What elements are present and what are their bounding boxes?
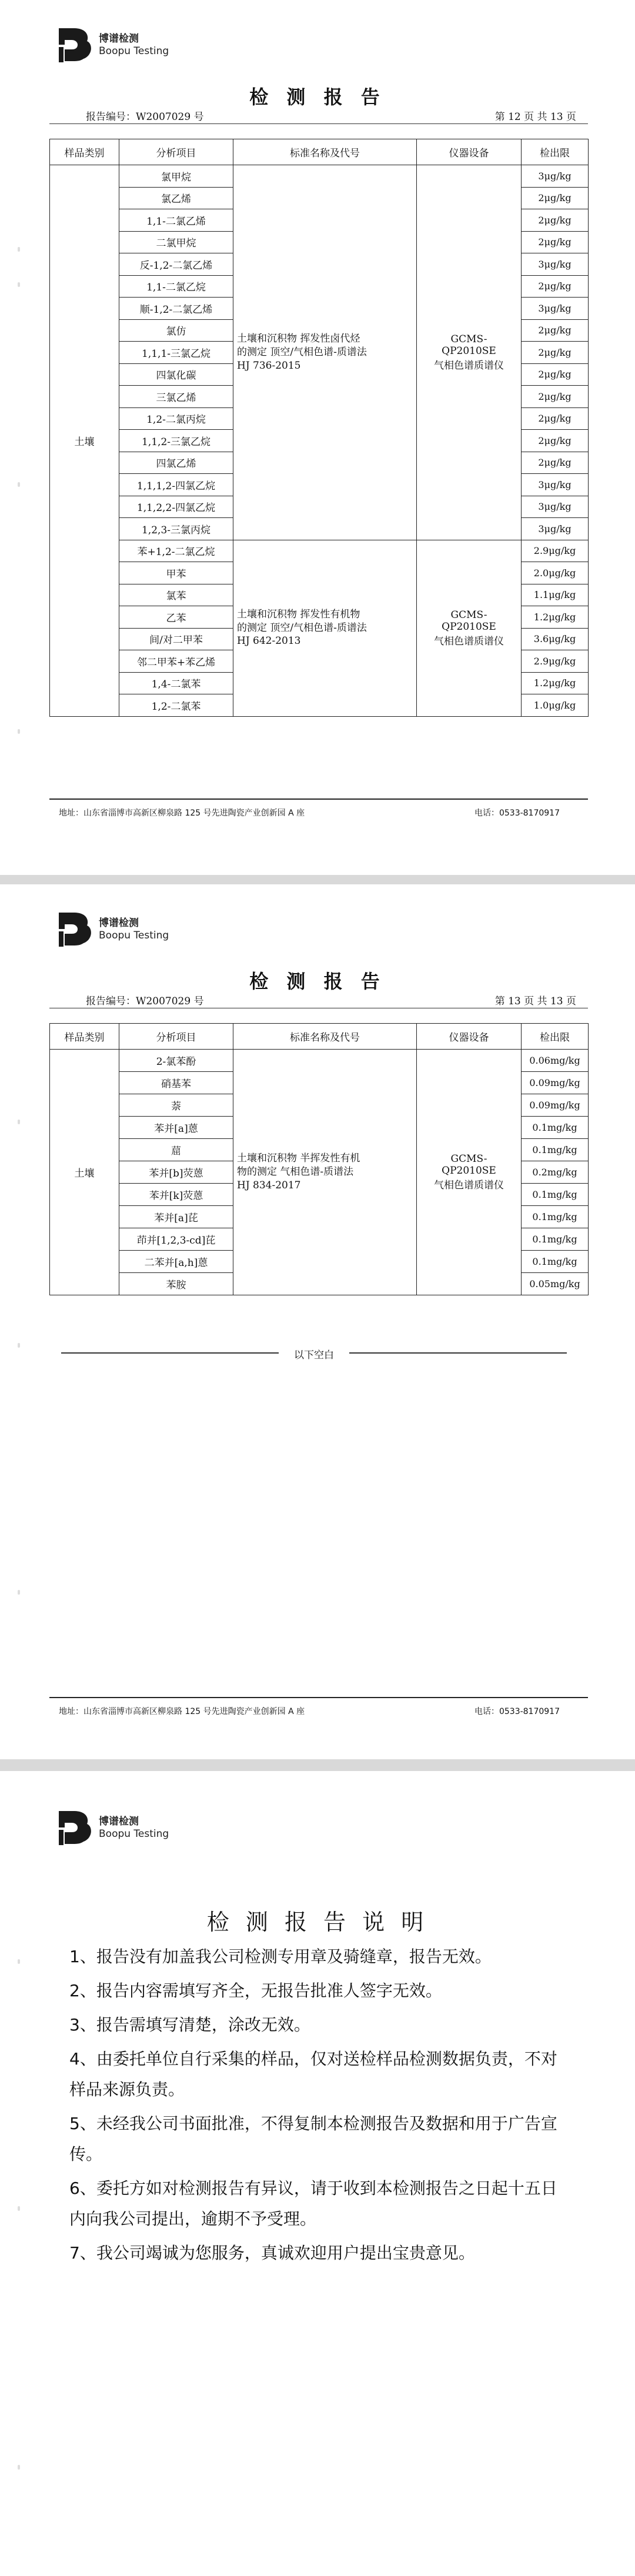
cell-line: 气相色谱质谱仪 [434,359,504,372]
results-table [49,1023,589,1295]
table-header-row [50,1024,589,1050]
detection-limit: 2μg/kg [522,407,589,430]
detection-limit: 2μg/kg [522,231,589,253]
boopu-logo-icon [56,910,93,949]
cell-line: 物的测定 气相色谱-质谱法 [237,1166,354,1178]
blank-below-marker [61,1347,567,1361]
page-indicator: 第 12 页 共 13 页 [494,111,576,123]
analysis-item: 1,1,1,2-四氯乙烷 [119,474,233,496]
standard-cell [233,540,417,716]
analysis-item: 苯并[a]蒽 [119,1117,233,1139]
analysis-item: 氯甲烷 [119,165,233,188]
detection-limit: 2μg/kg [522,275,589,298]
cell-line: 土壤和沉积物 挥发性卤代烃 [237,332,360,345]
report-no-label: 报告编号： [86,995,136,1007]
footer-address: 地址：山东省淄博市高新区柳泉路 125 号先进陶瓷产业创新园 A 座 [59,808,305,818]
header-standard: 标准名称及代号 [233,139,417,165]
header-standard: 标准名称及代号 [233,1024,417,1050]
detection-limit: 2.9μg/kg [522,540,589,562]
cell-line: 气相色谱质谱仪 [434,1180,504,1191]
cell-line: HJ 736-2015 [237,359,301,372]
analysis-item: 二氯甲烷 [119,231,233,253]
cell-line: GCMS- [450,1153,487,1165]
report-notes-page [0,1771,635,2576]
footer-phone: 电话：0533-8170917 [474,808,560,818]
table-row [50,165,589,188]
brand-name-cn: 博谱检测 [99,917,139,929]
instrument-cell [417,540,522,716]
cell-line: QP2010SE [442,620,496,633]
header-limit: 检出限 [522,139,589,165]
analysis-item: 反-1,2-二氯乙烯 [119,253,233,276]
detection-limit: 1.2μg/kg [522,606,589,629]
analysis-item: 茚并[1,2,3-cd]芘 [119,1228,233,1251]
analysis-item: 苯并[k]荧蒽 [119,1184,233,1206]
note-item: 4、由委托单位自行采集的样品，仅对送检样品检测数据负责，不对样品来源负责。 [69,2049,557,2099]
brand-name-cn: 博谱检测 [99,1815,139,1827]
header-limit: 检出限 [522,1024,589,1050]
detection-limit: 2μg/kg [522,209,589,232]
detection-limit: 3μg/kg [522,518,589,540]
analysis-item: 苯胺 [119,1273,233,1295]
detection-limit: 2.0μg/kg [522,562,589,584]
notes-title: 检 测 报 告 说 明 [206,1909,429,1935]
analysis-item: 邻二甲苯+苯乙烯 [119,650,233,673]
note-item: 2、报告内容需填写齐全，无报告批准人签字无效。 [69,1981,442,2000]
analysis-item: 顺-1,2-二氯乙烯 [119,298,233,320]
sample-category: 土壤 [50,165,119,717]
detection-limit: 1.0μg/kg [522,694,589,717]
brand-logo [56,26,169,65]
detection-limit: 2μg/kg [522,187,589,209]
table-header-row [50,139,589,165]
footer-divider [49,1697,588,1698]
cell-line: 气相色谱质谱仪 [434,635,504,647]
analysis-item: 苯+1,2-二氯乙烷 [119,540,233,562]
analysis-item: 苯并[b]荧蒽 [119,1161,233,1184]
note-item: 5、未经我公司书面批准，不得复制本检测报告及数据和用于广告宣传。 [69,2114,557,2164]
header-sample-type: 样品类别 [50,1024,119,1050]
page-title: 检 测 报 告 [249,86,386,108]
boopu-logo-icon [56,1809,93,1847]
detection-limit: 0.1mg/kg [522,1117,589,1139]
results-table [49,139,589,717]
report-page-12 [0,0,635,875]
page-indicator: 第 13 页 共 13 页 [494,995,576,1007]
brand-name-en: Boopu Testing [99,45,169,57]
detection-limit: 0.1mg/kg [522,1139,589,1161]
blank-below-text: 以下空白 [294,1349,334,1361]
detection-limit: 0.1mg/kg [522,1184,589,1206]
analysis-item: 1,1,2,2-四氯乙烷 [119,496,233,518]
analysis-item: 硝基苯 [119,1072,233,1094]
footer-divider [49,798,588,800]
detection-limit: 3μg/kg [522,496,589,518]
analysis-item: 三氯乙烯 [119,386,233,408]
brand-logo [56,1809,169,1847]
analysis-item: 间/对二甲苯 [119,628,233,650]
table-row [50,540,589,562]
page-title: 检 测 报 告 [249,970,386,993]
header-sample-type: 样品类别 [50,139,119,165]
detection-limit: 0.09mg/kg [522,1094,589,1117]
cell-line: 土壤和沉积物 半挥发性有机 [237,1152,360,1165]
analysis-item: 氯苯 [119,584,233,606]
detection-limit: 3μg/kg [522,165,589,188]
analysis-item: 四氯乙烯 [119,452,233,474]
cell-line: QP2010SE [442,1165,496,1177]
analysis-item: 1,4-二氯苯 [119,672,233,694]
cell-line: QP2010SE [442,345,496,357]
detection-limit: 2μg/kg [522,386,589,408]
detection-limit: 0.09mg/kg [522,1072,589,1094]
footer-address: 地址：山东省淄博市高新区柳泉路 125 号先进陶瓷产业创新园 A 座 [59,1707,305,1716]
header-item: 分析项目 [119,1024,233,1050]
standard-cell [233,165,417,540]
detection-limit: 1.1μg/kg [522,584,589,606]
header-item: 分析项目 [119,139,233,165]
note-item: 6、委托方如对检测报告有异议，请于收到本检测报告之日起十五日内向我公司提出，逾期不予受理。 [69,2179,557,2228]
analysis-item: 乙苯 [119,606,233,629]
detection-limit: 0.05mg/kg [522,1273,589,1295]
detection-limit: 3μg/kg [522,298,589,320]
instrument-cell [417,1050,522,1295]
analysis-item: 2-氯苯酚 [119,1050,233,1072]
analysis-item: 萘 [119,1094,233,1117]
analysis-item: 1,2-二氯苯 [119,694,233,717]
detection-limit: 2μg/kg [522,319,589,342]
standard-cell [233,1050,417,1295]
cell-line: 的测定 顶空/气相色谱-质谱法 [237,622,367,634]
brand-name-en: Boopu Testing [99,1828,169,1840]
detection-limit: 2μg/kg [522,342,589,364]
analysis-item: 䓛 [119,1139,233,1161]
analysis-item: 苯并[a]芘 [119,1206,233,1228]
cell-line: HJ 642-2013 [237,635,301,647]
footer-phone: 电话：0533-8170917 [474,1707,560,1716]
header-instrument: 仪器设备 [417,1024,522,1050]
analysis-item: 二苯并[a,h]蒽 [119,1251,233,1273]
detection-limit: 0.2mg/kg [522,1161,589,1184]
brand-name-cn: 博谱检测 [99,32,139,45]
instrument-cell [417,165,522,540]
report-no: W2007029 号 [136,111,204,123]
detection-limit: 2μg/kg [522,430,589,452]
detection-limit: 0.1mg/kg [522,1251,589,1273]
detection-limit: 3.6μg/kg [522,628,589,650]
analysis-item: 氯乙烯 [119,187,233,209]
report-page-13 [0,884,635,1759]
cell-line: HJ 834-2017 [237,1179,301,1191]
report-no: W2007029 号 [136,995,204,1007]
analysis-item: 四氯化碳 [119,363,233,386]
detection-limit: 3μg/kg [522,253,589,276]
detection-limit: 2.9μg/kg [522,650,589,673]
brand-logo [56,910,169,949]
detection-limit: 1.2μg/kg [522,672,589,694]
report-no-label: 报告编号： [86,111,136,123]
analysis-item: 氯仿 [119,319,233,342]
cell-line: 的测定 顶空/气相色谱-质谱法 [237,346,367,358]
header-instrument: 仪器设备 [417,139,522,165]
notes-list [69,1942,569,2272]
sample-category: 土壤 [50,1050,119,1295]
detection-limit: 2μg/kg [522,363,589,386]
analysis-item: 1,2,3-三氯丙烷 [119,518,233,540]
analysis-item: 1,1-二氯乙烯 [119,209,233,232]
note-item: 3、报告需填写清楚，涂改无效。 [69,2015,310,2034]
analysis-item: 1,2-二氯丙烷 [119,407,233,430]
cell-line: 土壤和沉积物 挥发性有机物 [237,608,360,620]
detection-limit: 0.06mg/kg [522,1050,589,1072]
analysis-item: 1,1,2-三氯乙烷 [119,430,233,452]
detection-limit: 0.1mg/kg [522,1228,589,1251]
analysis-item: 1,1,1-三氯乙烷 [119,342,233,364]
note-item: 7、我公司竭诚为您服务，真诚欢迎用户提出宝贵意见。 [69,2243,475,2263]
analysis-item: 甲苯 [119,562,233,584]
cell-line: GCMS- [450,333,487,345]
note-item: 1、报告没有加盖我公司检测专用章及骑缝章，报告无效。 [69,1947,492,1966]
boopu-logo-icon [56,26,93,65]
analysis-item: 1,1-二氯乙烷 [119,275,233,298]
table-row [50,1050,589,1072]
divider [49,123,588,124]
detection-limit: 3μg/kg [522,474,589,496]
detection-limit: 2μg/kg [522,452,589,474]
detection-limit: 0.1mg/kg [522,1206,589,1228]
cell-line: GCMS- [450,609,487,621]
brand-name-en: Boopu Testing [99,930,169,941]
